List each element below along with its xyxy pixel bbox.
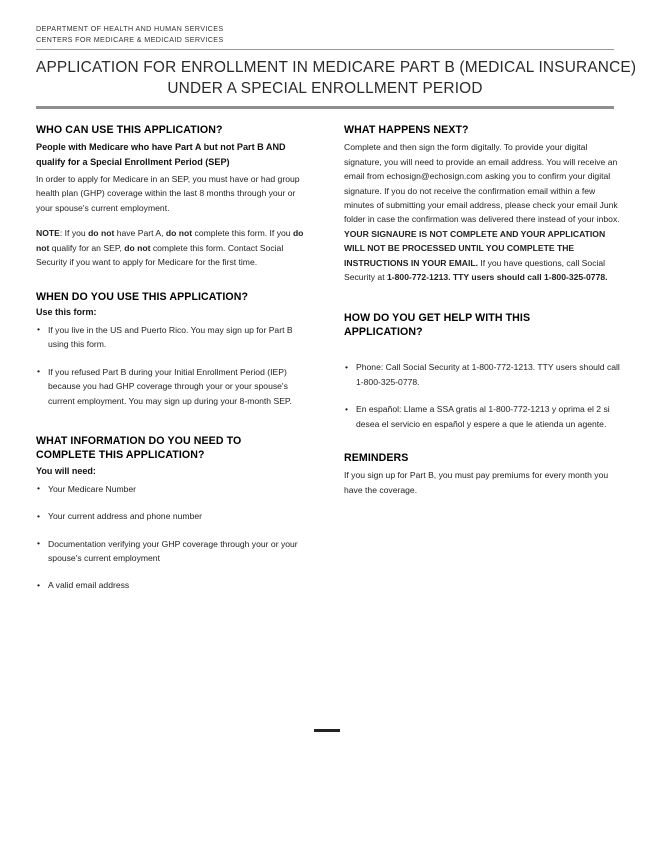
right-spacer-2 xyxy=(344,339,622,354)
plain-text: complete this form. Contact Social Security if you want to apply for Medicare for the first time. xyxy=(36,242,284,268)
help-bullet-list xyxy=(344,360,622,431)
reminders-body: If you sign up for Part B, you must pay premiums for every month you have the coverage. xyxy=(344,470,609,495)
heading-what-happens-next: WHAT HAPPENS NEXT? xyxy=(344,123,469,136)
info-bullet-list xyxy=(36,482,314,593)
document-title xyxy=(36,55,637,103)
heading-who-can-use: WHO CAN USE THIS APPLICATION? xyxy=(36,123,223,136)
agency-center-line: CENTERS FOR MEDICARE & MEDICAID SERVICES xyxy=(36,35,224,45)
heading-reminders: REMINDERS xyxy=(344,451,409,464)
plain-text: If you have questions, call Social Security at xyxy=(344,257,606,283)
emphasis-text: 1-800-772-1213. TTY users should call 1-800-325-0778. xyxy=(387,272,608,283)
who-can-use-body: In order to apply for Medicare in an SEP, you must have or had group health plan (GHP) coverage within the last 8 months through your or your spouse's current employment. xyxy=(36,173,300,213)
info-heading-line-1: WHAT INFORMATION DO YOU NEED TO xyxy=(36,435,242,448)
emphasis-text: do not xyxy=(88,228,115,239)
when-use-bullet-list xyxy=(36,323,314,408)
right-spacer-1 xyxy=(344,285,622,311)
list-item: • A valid email address xyxy=(36,578,314,592)
list-item: • Documentation verifying your GHP coverage through your or your spouse's current employment xyxy=(36,537,314,566)
title-divider-rule xyxy=(36,106,614,109)
right-spacer-3 xyxy=(344,431,622,451)
document-title-line-2: UNDER A SPECIAL ENROLLMENT PERIOD xyxy=(167,79,483,97)
list-item: • If you refused Part B during your Initial Enrollment Period (IEP) because you had GHP coverage through your or your spouse's current employment. You may sign up during your 8-month SEP. xyxy=(36,365,314,408)
left-spacer-1 xyxy=(36,270,314,290)
left-spacer-2 xyxy=(36,408,314,434)
emphasis-text: YOUR SIGNAURE IS NOT COMPLETE AND YOUR APPLICATION WILL NOT BE PROCESSED UNTIL YOU COMPLETE THE INSTRUCTIONS IN YOUR EMAIL. xyxy=(344,228,606,268)
when-use-subheading: Use this form: xyxy=(36,306,97,317)
help-heading-line-1: HOW DO YOU GET HELP WITH THIS xyxy=(344,311,531,324)
plain-text: have Part A, xyxy=(114,228,166,239)
who-can-use-note xyxy=(36,226,314,269)
emphasis-text: do not xyxy=(124,242,151,253)
who-can-use-lede: People with Medicare who have Part A but not Part B AND qualify for a Special Enrollment Period (SEP) xyxy=(36,142,286,167)
list-item: • Your Medicare Number xyxy=(36,482,314,496)
plain-text: Complete and then sign the form digitally. To provide your digital signature, you will need to provide an email address. You will receive an email from echosign@echosign.com asking you to confirm your digital signature. If you do not receive the confirmation email within a few minutes of submitting your email address, please check your email Junk folder in case the confirmation was delivered there instead of your inbox. xyxy=(344,142,620,225)
info-heading-line-2: COMPLETE THIS APPLICATION? xyxy=(36,449,205,462)
plain-text: qualify for an SEP, xyxy=(49,242,125,253)
bottom-page-mark xyxy=(314,729,340,732)
help-heading-line-2: APPLICATION? xyxy=(344,325,423,338)
left-column xyxy=(36,123,314,593)
header-divider-rule xyxy=(36,49,614,50)
content-columns xyxy=(36,123,620,593)
heading-how-get-help xyxy=(344,311,622,340)
document-title-line-1: APPLICATION FOR ENROLLMENT IN MEDICARE PART B (MEDICAL INSURANCE) xyxy=(36,59,637,77)
list-item: • If you live in the US and Puerto Rico. You may sign up for Part B using this form. xyxy=(36,323,314,352)
list-item: • Your current address and phone number xyxy=(36,509,314,523)
plain-text: complete this form. If you xyxy=(192,228,293,239)
list-item: • Phone: Call Social Security at 1-800-772-1213. TTY users should call 1-800-325-0778. xyxy=(344,360,622,389)
what-happens-next-body xyxy=(344,140,622,284)
emphasis-text: do not xyxy=(36,228,304,253)
agency-department-line: DEPARTMENT OF HEALTH AND HUMAN SERVICES xyxy=(36,24,224,33)
info-subheading: You will need: xyxy=(36,465,96,476)
plain-text: : If you xyxy=(59,228,89,239)
right-column xyxy=(344,123,622,593)
list-item: • En español: Llame a SSA gratis al 1-800-772-1213 y oprima el 2 si desea el servicio en español y espere a que le atienda un agente. xyxy=(344,402,622,431)
emphasis-text: do not xyxy=(165,228,193,239)
heading-what-information xyxy=(36,434,314,463)
agency-header xyxy=(36,0,614,45)
heading-when-do-you-use: WHEN DO YOU USE THIS APPLICATION? xyxy=(36,290,249,303)
emphasis-text: NOTE xyxy=(36,228,60,239)
